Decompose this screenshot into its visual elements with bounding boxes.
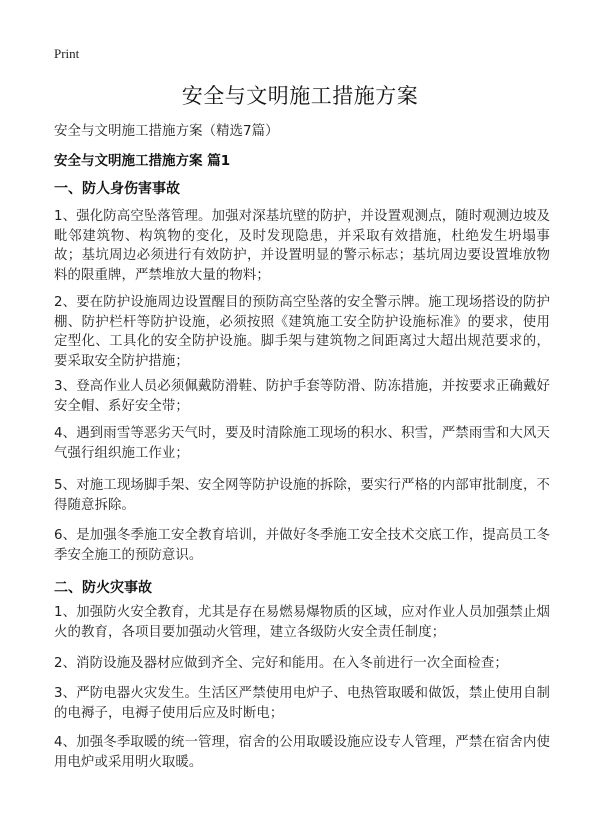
- paragraph: 4、加强冬季取暖的统一管理，宿舍的公用取暖设施应设专人管理，严禁在宿舍内使用电炉或采用明火取暖。: [54, 735, 550, 770]
- paragraph: 6、是加强冬季施工安全教育培训，并做好冬季施工安全技术交底工作，提高员工冬季安全施工的预防意识。: [54, 528, 550, 563]
- section-heading: 一、防人身伤害事故: [54, 181, 180, 197]
- print-label[interactable]: Print: [54, 46, 80, 61]
- paragraph: 3、严防电器火灾发生。生活区严禁使用电炉子、电热管取暖和做饭，禁止使用自制的电褥子，电褥子使用后应及时断电；: [54, 686, 550, 721]
- paragraph: 5、对施工现场脚手架、安全网等防护设施的拆除，要实行严格的内部审批制度，不得随意拆除。: [54, 478, 550, 513]
- paragraph: 1、加强防火安全教育，尤其是存在易燃易爆物质的区域，应对作业人员加强禁止烟火的教育，各项目要加强动火管理，建立各级防火安全责任制度；: [54, 605, 550, 640]
- article-heading: 安全与文明施工措施方案 篇1: [54, 153, 231, 169]
- document-title: 安全与文明施工措施方案: [181, 84, 419, 108]
- paragraph: 3、登高作业人员必须佩戴防滑鞋、防护手套等防滑、防冻措施，并按要求正确戴好安全帽、系好安全带；: [54, 379, 550, 414]
- paragraph: 4、遇到雨雪等恶劣天气时，要及时清除施工现场的积水、积雪，严禁雨雪和大风天气强行组织施工作业；: [54, 426, 550, 461]
- paragraph: 1、强化防高空坠落管理。加强对深基坑壁的防护，并设置观测点，随时观测边坡及毗邻建筑物、构筑物的变化，及时发现隐患，并采取有效措施，杜绝发生坍塌事故；基坑周边必须进行有效防护，并设置明显的警示标志；基坑周边要设置堆放物料的限重牌，严禁堆放大量的物料；: [54, 209, 550, 283]
- paragraph: 2、消防设施及器材应做到齐全、完好和能用。在入冬前进行一次全面检查；: [54, 656, 508, 671]
- paragraph: 2、要在防护设施周边设置醒目的预防高空坠落的安全警示牌。施工现场搭设的防护棚、防护栏杆等防护设施，必须按照《建筑施工安全防护设施标准》的要求，使用定型化、工具化的安全防护设施。脚手架与建筑物之间距离过大超出规范要求的，要采取安全防护措施；: [54, 295, 550, 369]
- section-heading: 二、防火灾事故: [54, 580, 152, 596]
- document-subtitle: 安全与文明施工措施方案（精选7篇）: [54, 123, 279, 139]
